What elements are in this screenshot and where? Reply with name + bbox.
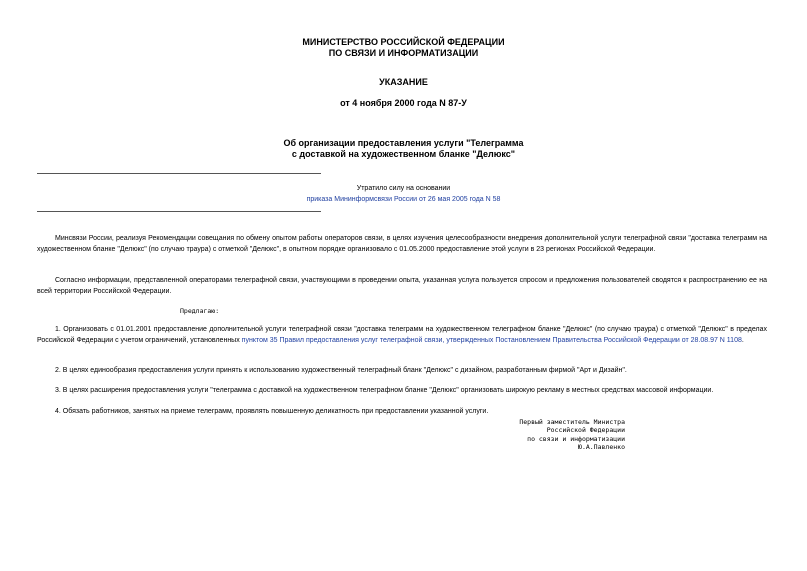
item-3-text: 3. В целях расширения предоставления услуги "телеграмма с доставкой на художественном телеграфном бланке "Делюкс" организовать широкую рекламу в местных средствах массовой информации. <box>55 387 714 394</box>
proposal-label: Предлагаю: <box>180 307 220 315</box>
repeal-link-row <box>0 195 807 205</box>
signature-position: Первый заместитель Министра <box>519 418 625 426</box>
item-2-paragraph <box>37 366 767 377</box>
item-2-text: 2. В целях единообразия предоставления услуги принять к использованию художественный телеграфный бланк "Делюкс" с дизайном, разработанным фирмой "Арт и Дизайн". <box>55 367 627 374</box>
document-title-line1: Об организации предоставления услуги "Телеграмма <box>283 138 524 148</box>
document-date: от 4 ноября 2000 года N 87-У <box>340 98 467 108</box>
info-text: Согласно информации, представленной операторами телеграфной связи, участвующими в проведении опыта, указанная услуга пользуется спросом и предложения пользователей сводятся к распространению ее на всей территории Российской Федерации. <box>37 277 767 295</box>
info-paragraph <box>37 276 767 297</box>
signature-country: Российской Федерации <box>546 426 625 435</box>
signature-block <box>500 418 625 451</box>
divider-bottom <box>37 211 321 212</box>
repeal-order-link[interactable]: приказа Мининформсвязи России от 26 мая 2005 года N 58 <box>306 196 501 203</box>
item-1-paragraph <box>37 325 767 346</box>
ministry-name-line1: МИНИСТЕРСТВО РОССИЙСКОЙ ФЕДЕРАЦИИ <box>302 37 505 47</box>
item-1-text: 1. Организовать с 01.01.2001 предоставление дополнительной услуги телеграфной связи "доставка телеграмм на художественном телеграфном бланке "Делюкс" (по случаю траура) с отметкой "Делюкс" в пределах Российской Федерации с учетом ограничений, установленных <box>37 326 767 344</box>
intro-paragraph <box>37 234 767 255</box>
intro-text: Минсвязи России, реализуя Рекомендации совещания по обмену опытом работы операторов связи, в целях изучения целесообразности внедрения дополнительной услуги телеграфной связи "доставка телеграмм на художественном бланке "Делюкс" (по случаю траура) с отметкой "Делюкс", в опытном порядке организовало с 01.05.2000 предоставление этой услуги в 23 регионах Российской Федерации. <box>37 235 767 253</box>
item-4-paragraph <box>37 407 767 418</box>
document-title-line2: с доставкой на художественном бланке "Делюкс" <box>291 149 516 159</box>
ministry-name-line2: ПО СВЯЗИ И ИНФОРМАТИЗАЦИИ <box>328 48 479 58</box>
rules-point-35-link[interactable]: пунктом 35 Правил предоставления услуг телеграфной связи, утвержденных Постановлением Правительства Российской Федерации от 28.08.97 N 1108 <box>241 336 742 344</box>
item-4-text: 4. Обязать работников, занятых на приеме телеграмм, проявлять повышенную деликатность при предоставлении указанной услуги. <box>55 408 489 415</box>
item-1-end: . <box>741 336 744 344</box>
repeal-notice: Утратило силу на основании <box>356 185 451 192</box>
item-3-paragraph <box>37 386 767 397</box>
document-type: УКАЗАНИЕ <box>379 77 428 87</box>
divider-top <box>37 173 321 174</box>
signature-name: Ю.А.Павленко <box>578 442 625 451</box>
signature-ministry: по связи и информатизации <box>527 434 625 443</box>
